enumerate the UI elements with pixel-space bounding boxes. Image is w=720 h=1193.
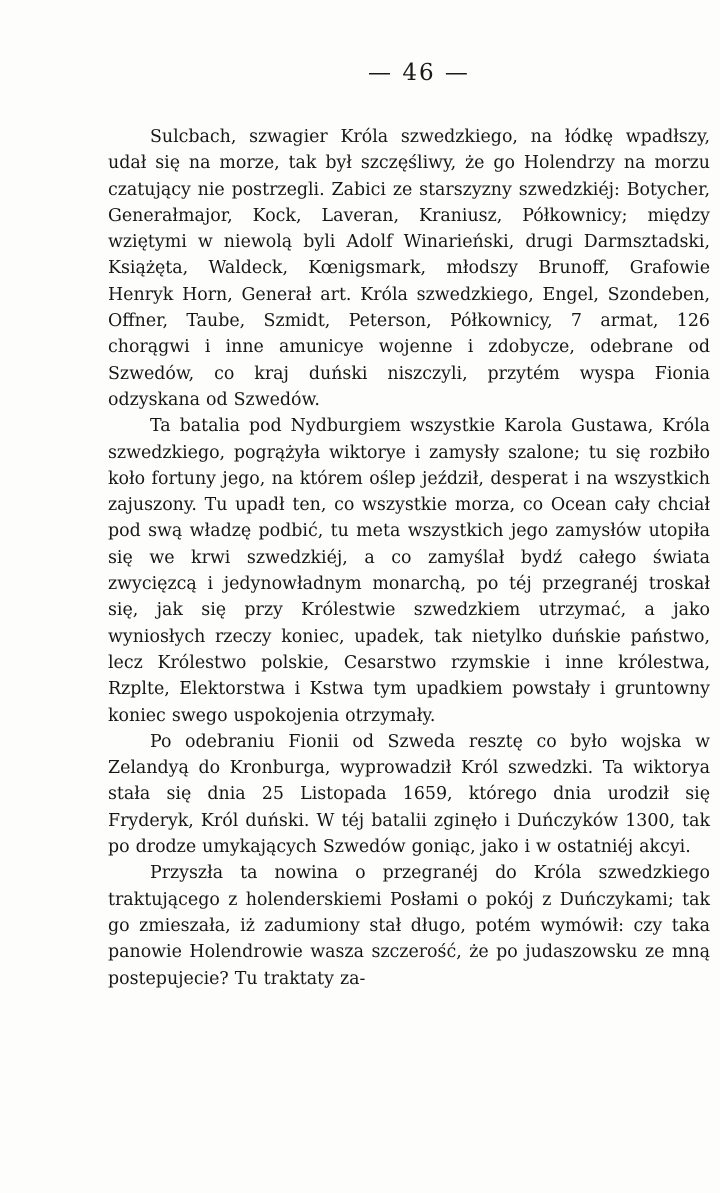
page-body <box>108 124 710 992</box>
paragraph-1: Sulcbach, szwagier Króla szwedzkiego, na łódkę wpadłszy, udał się na morze, tak był szczęśliwy, że go Holendrzy na morzu czatujący nie postrzegli. Zabici ze starszyzny szwedzkiéj: Botycher, Generałmajor, Kock, Laveran, Kraniusz, Półkownicy; między wziętymi w niewolą byli Adolf Winarieński, drugi Darmsztadski, Książęta, Waldeck, Kœnigsmark, młodszy Brunoff, Grafowie Henryk Horn, Generał art. Króla szwedzkiego, Engel, Szondeben, Offner, Taube, Szmidt, Peterson, Półkownicy, 7 armat, 126 chorągwi i inne amunicye wojenne i zdobycze, odebrane od Szwedów, co kraj duński niszczyli, przytém wyspa Fionia odzyskana od Szwedów. <box>108 127 710 410</box>
paragraph-2: Ta batalia pod Nydburgiem wszystkie Karola Gustawa, Króla szwedzkiego, pogrążyła wiktorye i zamysły szalone; tu się rozbiło koło fortuny jego, na którem oślep jeździł, desperat i na wszystkich zajuszony. Tu upadł ten, co wszystkie morza, co Ocean cały chciał pod swą władzę podbić, tu meta wszystkich jego zamysłów utopiła się we krwi szwedzkiéj, a co zamyślał bydź całego świata zwycięzcą i jedynowładnym monarchą, po téj przegranéj troskał się, jak się przy Królestwie szwedzkiem utrzymać, a jako wyniosłych rzeczy koniec, upadek, tak nietylko duńskie państwo, lecz Królestwo polskie, Cesarstwo rzymskie i inne królestwa, Rzplte, Elektorstwa i Kstwa tym upadkiem powstały i gruntowny koniec swego uspokojenia otrzymały. <box>108 416 710 726</box>
paragraph-4: Przyszła ta nowina o przegranéj do Króla szwedzkiego traktującego z holenderskiemi Posłami o pokój z Duńczykami; tak go zmieszała, iż zadumiony stał długo, potém wymówił: czy taka panowie Holendrowie wasza szczerość, że po judaszowsku ze mną postepujecie? Tu traktaty za- <box>108 863 710 989</box>
page-number: — 46 — <box>368 60 470 86</box>
paragraph-3: Po odebraniu Fionii od Szweda resztę co było wojska w Zelandyą do Kronburga, wyprowadził Król szwedzki. Ta wiktorya stała się dnia 25 Listopada 1659, którego dnia urodził się Fryderyk, Król duński. W téj batalii zginęło i Duńczyków 1300, tak po drodze umykających Szwedów goniąc, jako i w ostatniéj akcyi. <box>108 731 710 858</box>
